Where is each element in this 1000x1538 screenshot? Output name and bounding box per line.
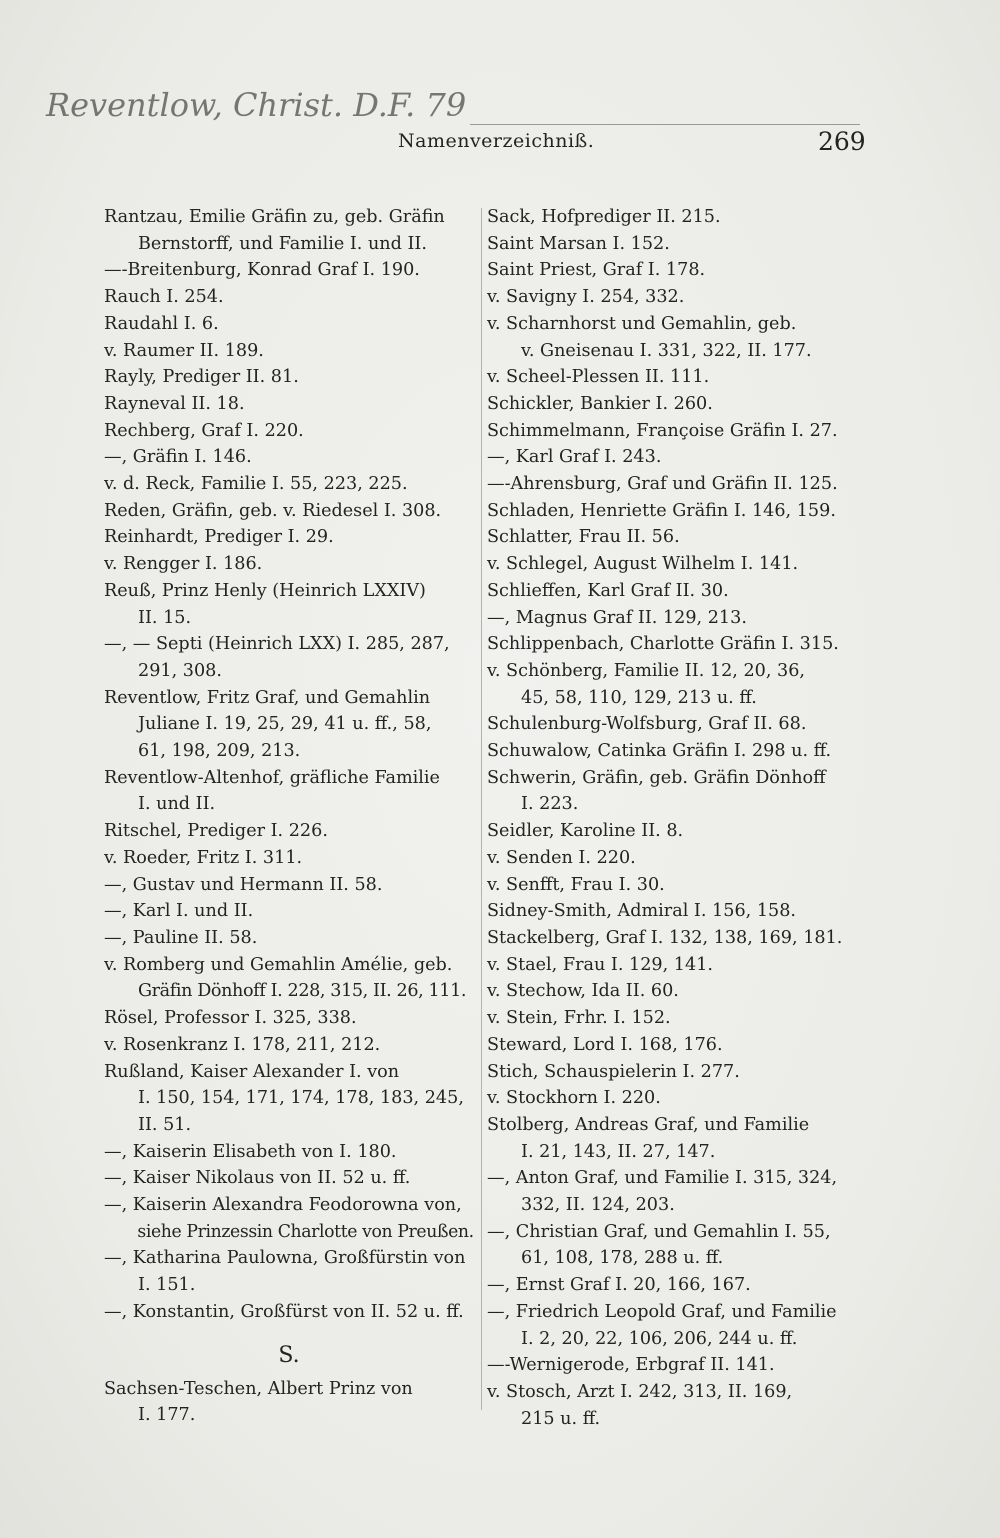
index-entry-line: —, Kaiserin Alexandra Feodorowna von, (104, 1195, 462, 1216)
index-entry (104, 631, 474, 684)
index-entry (104, 845, 474, 872)
index-entry-line: —, Christian Graf, und Gemahlin I. 55, (487, 1221, 831, 1242)
index-entry-continuation: I. 150, 154, 171, 174, 178, 183, 245, (138, 1088, 464, 1109)
index-entry-line: Rayly, Prediger II. 81. (104, 367, 299, 388)
index-entry-line: v. Stein, Frhr. I. 152. (487, 1008, 671, 1029)
index-entry-continuation: Bernstorff, und Familie I. und II. (138, 233, 427, 254)
index-entry-line: Raudahl I. 6. (104, 313, 219, 334)
index-entry (104, 311, 474, 338)
index-entry (104, 364, 474, 391)
index-entry-continuation: 291, 308. (138, 660, 222, 681)
index-entry-line: —-Wernigerode, Erbgraf II. 141. (487, 1355, 775, 1376)
index-entry-line: Seidler, Karoline II. 8. (487, 821, 684, 842)
index-entry-continuation: I. 151. (138, 1275, 196, 1296)
index-entry-line: Sack, Hofprediger II. 215. (487, 207, 721, 227)
handwritten-note-text: Reventlow, Christ. D.F. 79 (46, 86, 467, 124)
index-entry (487, 658, 863, 711)
index-entry-line: Rechberg, Graf I. 220. (104, 420, 304, 441)
index-entry (104, 338, 474, 365)
index-entry (487, 1299, 863, 1352)
index-entry-line: Rösel, Professor I. 325, 338. (104, 1008, 357, 1029)
index-entry (104, 578, 474, 631)
index-entry (104, 1376, 474, 1429)
index-entry-line: Schimmelmann, Françoise Gräfin I. 27. (487, 420, 838, 441)
index-entry (487, 578, 863, 605)
index-entry-line: v. d. Reck, Familie I. 55, 223, 225. (104, 474, 408, 495)
index-entry-line: —, Kaiserin Elisabeth von I. 180. (104, 1141, 397, 1162)
index-entry-line: Schlippenbach, Charlotte Gräfin I. 315. (487, 634, 839, 655)
index-entry (487, 631, 863, 658)
index-entry-line: Schuwalow, Catinka Gräfin I. 298 u. ff. (487, 741, 832, 762)
index-entries-s (487, 204, 863, 1432)
index-entry-line: —, Gustav und Hermann II. 58. (104, 874, 383, 895)
index-entry-continuation: Juliane I. 19, 25, 29, 41 u. ff., 58, (138, 714, 432, 735)
column-divider (481, 208, 482, 1410)
index-entry (487, 1165, 863, 1218)
index-entry-line: Saint Marsan I. 152. (487, 233, 670, 254)
index-entries-r (104, 204, 474, 1326)
index-entry (104, 498, 474, 525)
index-entry-line: Reden, Gräfin, geb. v. Riedesel I. 308. (104, 500, 442, 521)
index-entry-line: —, Ernst Graf I. 20, 166, 167. (487, 1275, 751, 1296)
index-entry-line: v. Stael, Frau I. 129, 141. (487, 954, 713, 975)
index-entry (487, 872, 863, 899)
index-entry-continuation: II. 15. (138, 607, 192, 628)
index-entry-line: Reuß, Prinz Henly (Heinrich LXXIV) (104, 580, 426, 601)
index-entry-line: —, Karl Graf I. 243. (487, 447, 662, 468)
index-entry-line: —, Pauline II. 58. (104, 927, 258, 948)
index-entry-line: Stich, Schauspielerin I. 277. (487, 1061, 740, 1082)
index-entry-line: v. Senden I. 220. (487, 847, 636, 868)
index-entry-line: v. Rengger I. 186. (104, 554, 263, 575)
index-entry (104, 898, 474, 925)
index-entry (487, 765, 863, 818)
index-entry-line: —, — Septi (Heinrich LXX) I. 285, 287, (104, 634, 450, 655)
index-entry (487, 738, 863, 765)
index-entry (104, 204, 474, 257)
index-entry-line: v. Romberg und Gemahlin Amélie, geb. (104, 954, 453, 975)
index-entry-line: Rauch I. 254. (104, 287, 224, 308)
index-entry (487, 1085, 863, 1112)
index-entry (104, 925, 474, 952)
index-entry (487, 1059, 863, 1086)
index-entries-s-start (104, 1376, 474, 1429)
index-entry (487, 1005, 863, 1032)
index-entry (487, 1219, 863, 1272)
index-entry-line: Saint Priest, Graf I. 178. (487, 260, 706, 281)
index-entry-continuation: 45, 58, 110, 129, 213 u. ff. (521, 687, 757, 708)
index-column-right (487, 204, 863, 1432)
index-entry-line: v. Schlegel, August Wilhelm I. 141. (487, 554, 799, 575)
index-entry (487, 364, 863, 391)
index-entry (104, 284, 474, 311)
index-entry-line: v. Savigny I. 254, 332. (487, 287, 685, 308)
index-entry-line: Reventlow, Fritz Graf, und Gemahlin (104, 687, 431, 708)
index-entry-line: Steward, Lord I. 168, 176. (487, 1034, 723, 1055)
index-entry (487, 231, 863, 258)
page-number: 269 (818, 127, 866, 156)
index-entry (487, 311, 863, 364)
index-entry (104, 471, 474, 498)
index-entry (487, 418, 863, 445)
index-entry (487, 524, 863, 551)
index-entry (104, 872, 474, 899)
index-entry (104, 551, 474, 578)
index-entry (104, 1059, 474, 1139)
index-entry (104, 952, 474, 1005)
index-entry (104, 444, 474, 471)
index-entry (104, 1245, 474, 1298)
index-entry-line: —, Friedrich Leopold Graf, und Familie (487, 1301, 837, 1322)
index-entry-line: v. Schönberg, Familie II. 12, 20, 36, (487, 660, 806, 681)
index-entry-line: —, Anton Graf, und Familie I. 315, 324, (487, 1168, 838, 1189)
index-entry (487, 284, 863, 311)
index-entry-line: v. Scheel-Plessen II. 111. (487, 367, 710, 388)
index-entry-line: Ritschel, Prediger I. 226. (104, 821, 328, 842)
index-entry (487, 1352, 863, 1379)
index-entry (104, 1032, 474, 1059)
index-entry-line: v. Senfft, Frau I. 30. (487, 874, 665, 895)
index-entry-line: Stolberg, Andreas Graf, und Familie (487, 1114, 810, 1135)
index-entry-continuation: I. 223. (521, 794, 579, 815)
index-entry-line: —-Ahrensburg, Graf und Gräfin II. 125. (487, 474, 838, 495)
index-entry (104, 818, 474, 845)
index-entry-line: Stackelberg, Graf I. 132, 138, 169, 181. (487, 927, 843, 948)
index-entry-line: Rantzau, Emilie Gräfin zu, geb. Gräfin (104, 207, 445, 227)
index-entry (487, 1032, 863, 1059)
index-entry (104, 391, 474, 418)
index-entry-line: v. Roeder, Fritz I. 311. (104, 847, 303, 868)
index-entry-line: v. Stockhorn I. 220. (487, 1088, 661, 1109)
index-entry (487, 1112, 863, 1165)
index-entry-continuation: 215 u. ff. (521, 1408, 601, 1429)
index-entry (487, 1272, 863, 1299)
index-entry-continuation: I. 21, 143, II. 27, 147. (521, 1141, 716, 1162)
index-entry (104, 1139, 474, 1166)
index-entry (104, 418, 474, 445)
index-entry-continuation: 332, II. 124, 203. (521, 1195, 675, 1216)
index-entry-line: Schwerin, Gräfin, geb. Gräfin Dönhoff (487, 767, 826, 788)
running-title: Namenverzeichniß. (398, 130, 595, 152)
index-entry (487, 978, 863, 1005)
index-entry-line: —-Breitenburg, Konrad Graf I. 190. (104, 260, 420, 281)
index-entry-continuation: I. 2, 20, 22, 106, 206, 244 u. ff. (521, 1328, 798, 1349)
index-entry-continuation: 61, 108, 178, 288 u. ff. (521, 1248, 724, 1269)
index-entry-line: Schulenburg-Wolfsburg, Graf II. 68. (487, 714, 807, 735)
index-entry (104, 524, 474, 551)
index-entry-continuation: I. 177. (138, 1405, 196, 1426)
index-entry-line: —, Magnus Graf II. 129, 213. (487, 607, 747, 628)
index-entry (487, 257, 863, 284)
index-entry-line: Reventlow-Altenhof, gräfliche Familie (104, 767, 440, 788)
header-rule (470, 124, 860, 125)
index-entry (104, 1005, 474, 1032)
index-entry (487, 471, 863, 498)
index-entry-continuation: II. 51. (138, 1114, 192, 1135)
index-entry (487, 711, 863, 738)
index-entry-continuation: I. und II. (138, 794, 216, 815)
index-entry-continuation: 61, 198, 209, 213. (138, 741, 301, 762)
index-entry (104, 1299, 474, 1326)
index-entry-line: Schickler, Bankier I. 260. (487, 393, 713, 414)
index-entry-line: —, Konstantin, Großfürst von II. 52 u. ff. (104, 1301, 464, 1322)
index-entry-line: Reinhardt, Prediger I. 29. (104, 527, 334, 548)
index-entry-line: Rußland, Kaiser Alexander I. von (104, 1061, 400, 1082)
index-entry-line: v. Rosenkranz I. 178, 211, 212. (104, 1034, 381, 1055)
index-entry-line: Schlieffen, Karl Graf II. 30. (487, 580, 729, 601)
index-entry-line: Rayneval II. 18. (104, 393, 245, 414)
index-entry (104, 765, 474, 818)
index-entry (487, 1379, 863, 1432)
section-letter-s: S. (278, 1342, 300, 1368)
index-entry (487, 391, 863, 418)
index-entry (487, 818, 863, 845)
index-entry-line: v. Raumer II. 189. (104, 340, 264, 361)
index-entry (487, 444, 863, 471)
index-entry (487, 925, 863, 952)
index-entry-continuation: v. Gneisenau I. 331, 322, II. 177. (521, 340, 812, 361)
index-entry-line: v. Scharnhorst und Gemahlin, geb. (487, 313, 797, 334)
index-entry-continuation: Gräfin Dönhoff I. 228, 315, II. 26, 111. (138, 981, 467, 1002)
index-entry-line: —, Katharina Paulowna, Großfürstin von (104, 1248, 466, 1269)
index-entry (487, 952, 863, 979)
index-entry (487, 605, 863, 632)
index-entry-line: Schlatter, Frau II. 56. (487, 527, 680, 548)
index-entry (104, 1165, 474, 1192)
index-entry (487, 898, 863, 925)
index-entry (487, 845, 863, 872)
index-entry-line: Sachsen-Teschen, Albert Prinz von (104, 1378, 413, 1399)
index-entry (487, 204, 863, 231)
index-entry-continuation: siehe Prinzessin Charlotte von Preußen. (137, 1221, 474, 1242)
index-entry-line: v. Stosch, Arzt I. 242, 313, II. 169, (487, 1381, 793, 1402)
index-entry (104, 1192, 474, 1245)
index-entry-line: —, Karl I. und II. (104, 901, 254, 922)
index-entry (104, 257, 474, 284)
index-entry-line: Sidney-Smith, Admiral I. 156, 158. (487, 901, 796, 922)
index-column-left (104, 204, 474, 1429)
index-entry-line: —, Gräfin I. 146. (104, 447, 252, 468)
index-entry (104, 685, 474, 765)
index-entry (487, 551, 863, 578)
index-entry (487, 498, 863, 525)
index-entry-line: —, Kaiser Nikolaus von II. 52 u. ff. (104, 1168, 411, 1189)
index-entry-line: Schladen, Henriette Gräfin I. 146, 159. (487, 500, 836, 521)
index-entry-line: v. Stechow, Ida II. 60. (487, 981, 679, 1002)
